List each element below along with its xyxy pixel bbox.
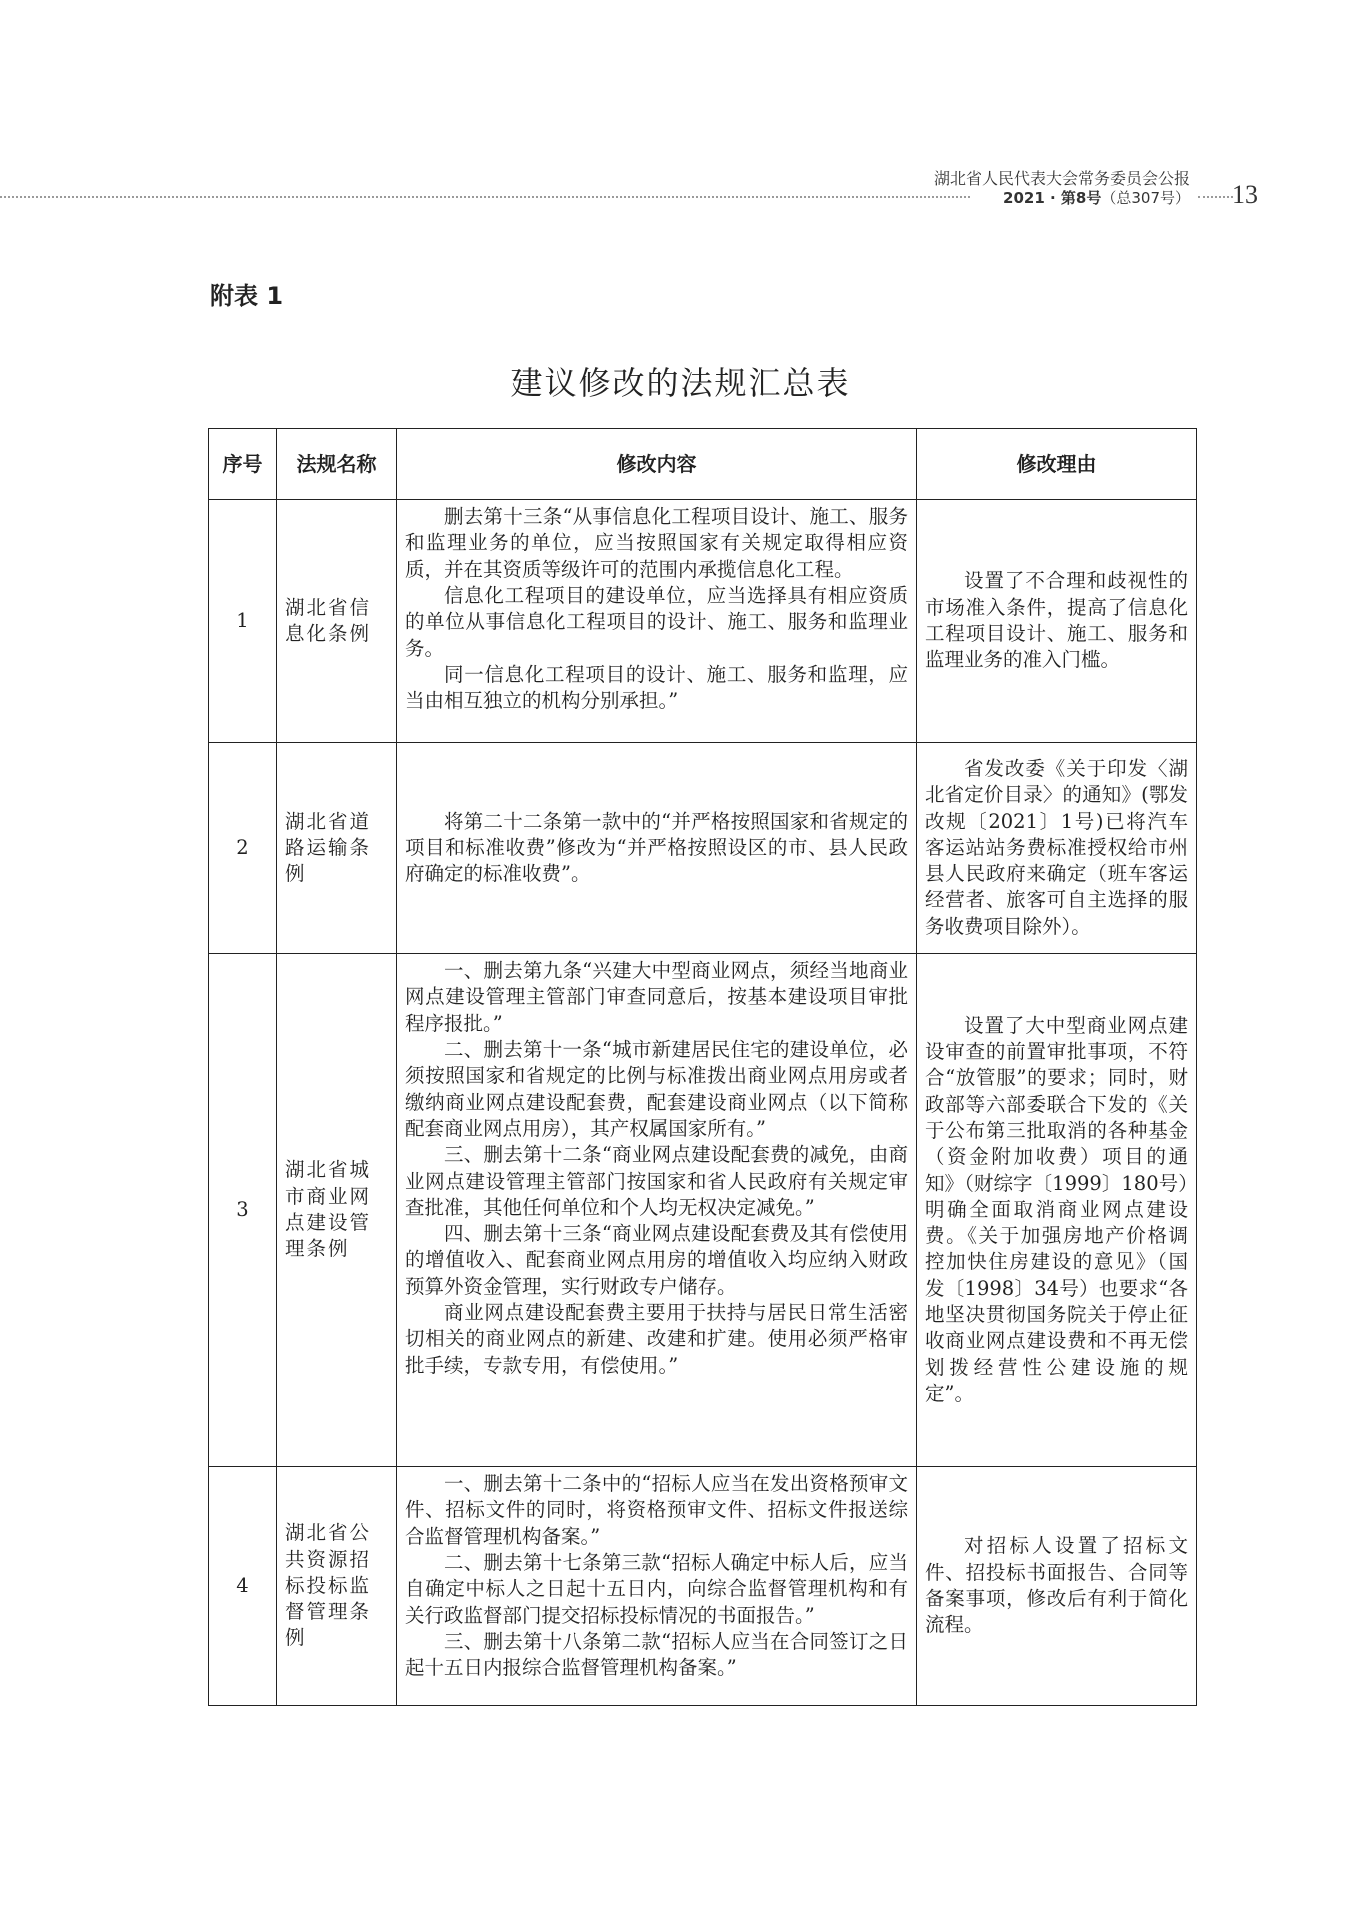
reason-paragraph: 对招标人设置了招标文件、招投标书面报告、合同等备案事项，修改后有利于简化流程。 [925, 1534, 1188, 1637]
issue-number: 2021 · 第8号 [1003, 189, 1102, 207]
header-num: 序号 [209, 429, 277, 500]
reason-paragraph: 省发改委《关于印发〈湖北省定价目录〉的通知》(鄂发改规〔2021〕1号)已将汽车客运站站务费标准授权给市州县人民政府来确定（班车客运经营者、旅客可自主选择的服务收费项目除外）。 [925, 756, 1188, 938]
issue-line [960, 187, 1190, 208]
header-reason: 修改理由 [917, 429, 1197, 500]
amendment-reason [917, 743, 1197, 954]
reason-paragraph: 设置了不合理和歧视性的市场准入条件，提高了信息化工程项目设计、施工、服务和监理业务的准入门槛。 [925, 569, 1188, 672]
header-rule-right [1198, 196, 1233, 198]
amendment-reason [917, 500, 1197, 743]
content-paragraph: 商业网点建设配套费主要用于扶持与居民日常生活密切相关的商业网点的新建、改建和扩建。使用必须严格审批手续，专款专用，有偿使用。” [405, 1301, 908, 1377]
header-content: 修改内容 [397, 429, 917, 500]
content-paragraph: 二、删去第十一条“城市新建居民住宅的建设单位，必须按照国家和省规定的比例与标准拨出商业网点用房或者缴纳商业网点建设配套费，配套建设商业网点（以下简称配套商业网点用房），其产权属国家所有。” [405, 1037, 908, 1140]
content-paragraph: 同一信息化工程项目的设计、施工、服务和监理，应当由相互独立的机构分别承担。” [405, 662, 908, 713]
regulation-name: 湖北省信息化条例 [277, 500, 397, 743]
regulation-name: 湖北省城市商业网点建设管理条例 [277, 954, 397, 1467]
document-title: 建议修改的法规汇总表 [510, 364, 851, 402]
row-num: 4 [209, 1467, 277, 1706]
regulation-name: 湖北省公共资源招标投标监督管理条例 [277, 1467, 397, 1706]
amendment-content [397, 500, 917, 743]
amendment-reason [917, 954, 1197, 1467]
table-header-row [209, 429, 1197, 500]
content-paragraph: 将第二十二条第一款中的“并严格按照国家和省规定的项目和标准收费”修改为“并严格按照设区的市、县人民政府确定的标准收费”。 [405, 809, 908, 886]
regulation-name: 湖北省道路运输条例 [277, 743, 397, 954]
journal-title: 湖北省人民代表大会常务委员会公报 [933, 169, 1190, 188]
reason-paragraph: 设置了大中型商业网点建设审查的前置审批事项，不符合“放管服”的要求；同时，财政部等六部委联合下发的《关于公布第三批取消的各种基金（资金附加收费）项目的通知》（财综字〔1999〕180号）明确全面取消商业网点建设费。《关于加强房地产价格调控加快住房建设的意见》（国发〔1998〕34号）也要求“各地坚决贯彻国务院关于停止征收商业网点建设费和不再无偿划拨经营性公建设施的规定”。 [925, 1013, 1188, 1406]
content-paragraph: 三、删去第十二条“商业网点建设配套费的减免，由商业网点建设管理主管部门按国家和省人民政府有关规定审查批准，其他任何单位和个人均无权决定减免。” [405, 1143, 908, 1219]
content-paragraph: 一、删去第九条“兴建大中型商业网点，须经当地商业网点建设管理主管部门审查同意后，按基本建设项目审批程序报批。” [405, 959, 908, 1035]
page-number: 13 [1232, 180, 1258, 209]
summary-table [208, 428, 1197, 1706]
row-num: 2 [209, 743, 277, 954]
table-row [209, 954, 1197, 1467]
content-paragraph: 信息化工程项目的建设单位，应当选择具有相应资质的单位从事信息化工程项目的设计、施工、服务和监理业务。 [405, 583, 908, 660]
table-row [209, 500, 1197, 743]
content-paragraph: 删去第十三条“从事信息化工程项目设计、施工、服务和监理业务的单位，应当按照国家有关规定取得相应资质，并在其资质等级许可的范围内承揽信息化工程。 [405, 505, 908, 581]
table-row [209, 743, 1197, 954]
header-name: 法规名称 [277, 429, 397, 500]
content-paragraph: 二、删去第十七条第三款“招标人确定中标人后，应当自确定中标人之日起十五日内，向综合监督管理机构和有关行政监督部门提交招标投标情况的书面报告。” [405, 1550, 908, 1627]
issue-total: （总307号） [1101, 189, 1190, 207]
header-rule-left [0, 196, 970, 198]
amendment-reason [917, 1467, 1197, 1706]
attachment-label: 附表 1 [210, 282, 284, 310]
amendment-content [397, 743, 917, 954]
content-paragraph: 一、删去第十二条中的“招标人应当在发出资格预审文件、招标文件的同时，将资格预审文件、招标文件报送综合监督管理机构备案。” [405, 1472, 908, 1548]
amendment-content [397, 1467, 917, 1706]
table-row [209, 1467, 1197, 1706]
content-paragraph: 四、删去第十三条“商业网点建设配套费及其有偿使用的增值收入、配套商业网点用房的增值收入均应纳入财政预算外资金管理，实行财政专户储存。 [405, 1222, 908, 1298]
row-num: 3 [209, 954, 277, 1467]
row-num: 1 [209, 500, 277, 743]
amendment-content [397, 954, 917, 1467]
content-paragraph: 三、删去第十八条第二款“招标人应当在合同签订之日起十五日内报综合监督管理机构备案。” [405, 1629, 908, 1680]
